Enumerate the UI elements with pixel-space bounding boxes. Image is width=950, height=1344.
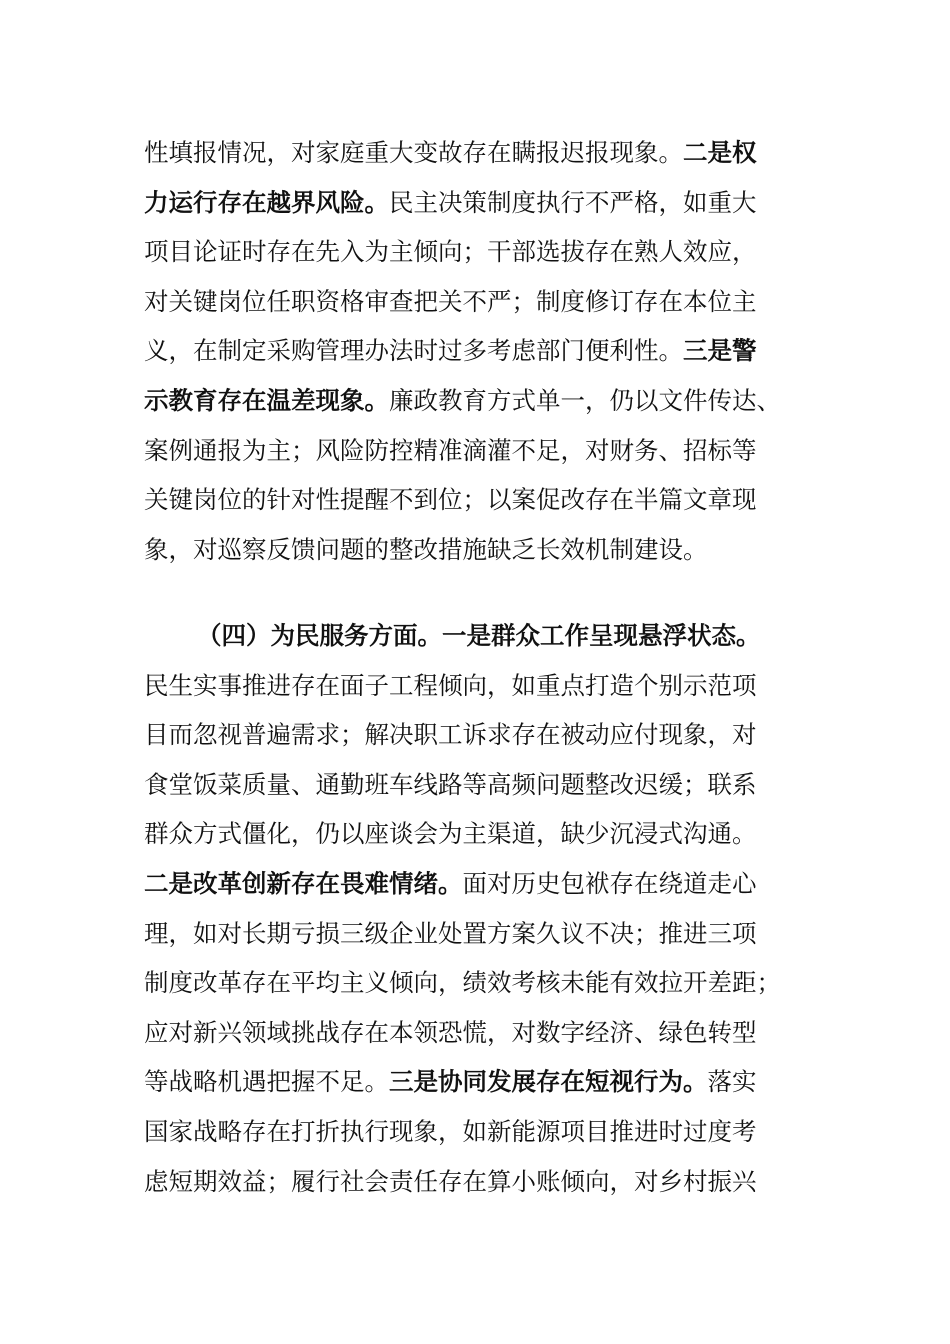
bold-heading-run: 二是改革创新存在畏难情绪。	[144, 868, 463, 898]
paragraph-integrity	[144, 128, 814, 574]
text-run: 虑短期效益；履行社会责任存在算小账倾向，对乡村振兴	[144, 1166, 757, 1196]
bold-heading-run: 三是协同发展存在短视行为。	[389, 1067, 708, 1097]
text-run: 项目论证时存在先入为主倾向；干部选拔存在熟人效应，	[144, 237, 757, 267]
text-line	[144, 426, 814, 476]
text-line	[144, 661, 814, 711]
text-run: 群众方式僵化，仍以座谈会为主渠道，缺少沉浸式沟通。	[144, 819, 757, 849]
text-line	[144, 326, 814, 376]
text-line	[144, 227, 814, 277]
text-run: 民生实事推进存在面子工程倾向，如重点打造个别示范项	[144, 670, 757, 700]
bold-heading-run: 力运行存在越界风险。	[144, 187, 389, 217]
text-run: 对关键岗位任职资格审查把关不严；制度修订存在本位主	[144, 286, 757, 316]
text-line	[144, 475, 814, 525]
text-run: 案例通报为主；风险防控精准滴灌不足，对财务、招标等	[144, 435, 757, 465]
text-run: 食堂饭菜质量、通勤班车线路等高频问题整改迟缓；联系	[144, 769, 757, 799]
text-run: 等战略机遇把握不足。	[144, 1067, 389, 1097]
text-line	[144, 128, 814, 178]
text-run: 目而忽视普遍需求；解决职工诉求存在被动应付现象，对	[144, 720, 757, 750]
text-line	[144, 1157, 814, 1207]
text-line	[144, 178, 814, 228]
text-line	[144, 1057, 814, 1107]
text-run: 应对新兴领域挑战存在本领恐慌，对数字经济、绿色转型	[144, 1017, 757, 1047]
text-line	[144, 909, 814, 959]
text-line	[144, 525, 814, 575]
bold-heading-run: 三是警	[683, 336, 757, 366]
text-run: 关键岗位的针对性提醒不到位；以案促改存在半篇文章现	[144, 485, 757, 515]
section-heading-line	[144, 611, 814, 661]
bold-heading-run: 示教育存在温差现象。	[144, 385, 389, 415]
text-line	[144, 277, 814, 327]
text-line	[144, 859, 814, 909]
text-run: 义，在制定采购管理办法时过多考虑部门便利性。	[144, 336, 683, 366]
text-line	[144, 958, 814, 1008]
text-run: 面对历史包袱存在绕道走心	[462, 868, 757, 898]
text-run: 制度改革存在平均主义倾向，绩效考核未能有效拉开差距；	[144, 968, 781, 998]
text-run: 民主决策制度执行不严格，如重大	[389, 187, 757, 217]
section-heading: （四）为民服务方面。一是群众工作呈现悬浮状态。	[197, 621, 761, 650]
text-line	[144, 1107, 814, 1157]
text-line	[144, 809, 814, 859]
bold-heading-run: 二是权	[683, 138, 757, 167]
text-line	[144, 760, 814, 810]
text-run: 廉政教育方式单一，仍以文件传达、	[389, 385, 781, 415]
text-line	[144, 710, 814, 760]
text-run: 象，对巡察反馈问题的整改措施缺乏长效机制建设。	[144, 534, 708, 564]
text-run: 国家战略存在打折执行现象，如新能源项目推进时过度考	[144, 1116, 757, 1146]
text-run: 理，如对长期亏损三级企业处置方案久议不决；推进三项	[144, 918, 757, 948]
text-line	[144, 1008, 814, 1058]
text-run: 落实	[707, 1067, 757, 1097]
paragraph-public-service	[144, 611, 814, 1206]
text-line	[144, 376, 814, 426]
text-run: 性填报情况，对家庭重大变故存在瞒报迟报现象。	[144, 138, 683, 167]
